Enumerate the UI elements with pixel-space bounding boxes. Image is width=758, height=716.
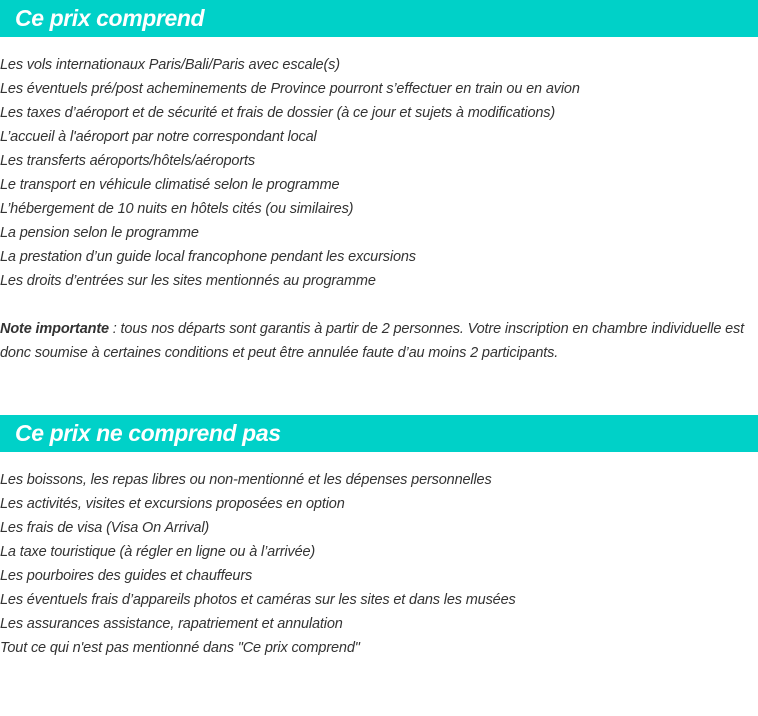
- list-item: Tout ce qui n'est pas mentionné dans "Ce prix comprend": [0, 640, 360, 656]
- list-item: Les éventuels pré/post acheminements de Province pourront s’effectuer en train ou en avion: [0, 81, 580, 97]
- list-item: Les transferts aéroports/hôtels/aéroports: [0, 153, 255, 169]
- list-item: L’hébergement de 10 nuits en hôtels cités (ou similaires): [0, 201, 354, 217]
- list-item: L’accueil à l'aéroport par notre correspondant local: [0, 129, 317, 145]
- includes-section-title: Ce prix comprend: [15, 5, 205, 31]
- excludes-list: [0, 468, 758, 660]
- list-item: La pension selon le programme: [0, 225, 199, 241]
- list-item: Les taxes d’aéroport et de sécurité et frais de dossier (à ce jour et sujets à modifications): [0, 105, 556, 121]
- list-item: Les frais de visa (Visa On Arrival): [0, 520, 210, 536]
- list-item: Le transport en véhicule climatisé selon le programme: [0, 177, 340, 193]
- includes-section-header: [0, 0, 758, 37]
- list-item: Les assurances assistance, rapatriement et annulation: [0, 616, 343, 632]
- includes-list: [0, 53, 758, 293]
- list-item: La taxe touristique (à régler en ligne ou à l’arrivée): [0, 544, 316, 560]
- list-item: Les éventuels frais d’appareils photos et caméras sur les sites et dans les musées: [0, 592, 516, 608]
- important-note: [0, 317, 752, 365]
- list-item: Les droits d’entrées sur les sites mentionnés au programme: [0, 273, 376, 289]
- excludes-section-title: Ce prix ne comprend pas: [15, 420, 281, 446]
- list-item: Les pourboires des guides et chauffeurs: [0, 568, 253, 584]
- list-item: Les activités, visites et excursions proposées en option: [0, 496, 345, 512]
- important-note-text: : tous nos départs sont garantis à partir de 2 personnes. Votre inscription en chambre individuelle est donc soumise à certaines conditions et peut être annulée faute d’au moins 2 participants.: [0, 321, 745, 361]
- list-item: Les vols internationaux Paris/Bali/Paris avec escale(s): [0, 57, 340, 73]
- list-item: La prestation d’un guide local francophone pendant les excursions: [0, 249, 416, 265]
- excludes-section-header: [0, 415, 758, 452]
- important-note-label: Note importante: [0, 321, 109, 337]
- list-item: Les boissons, les repas libres ou non-mentionné et les dépenses personnelles: [0, 472, 492, 488]
